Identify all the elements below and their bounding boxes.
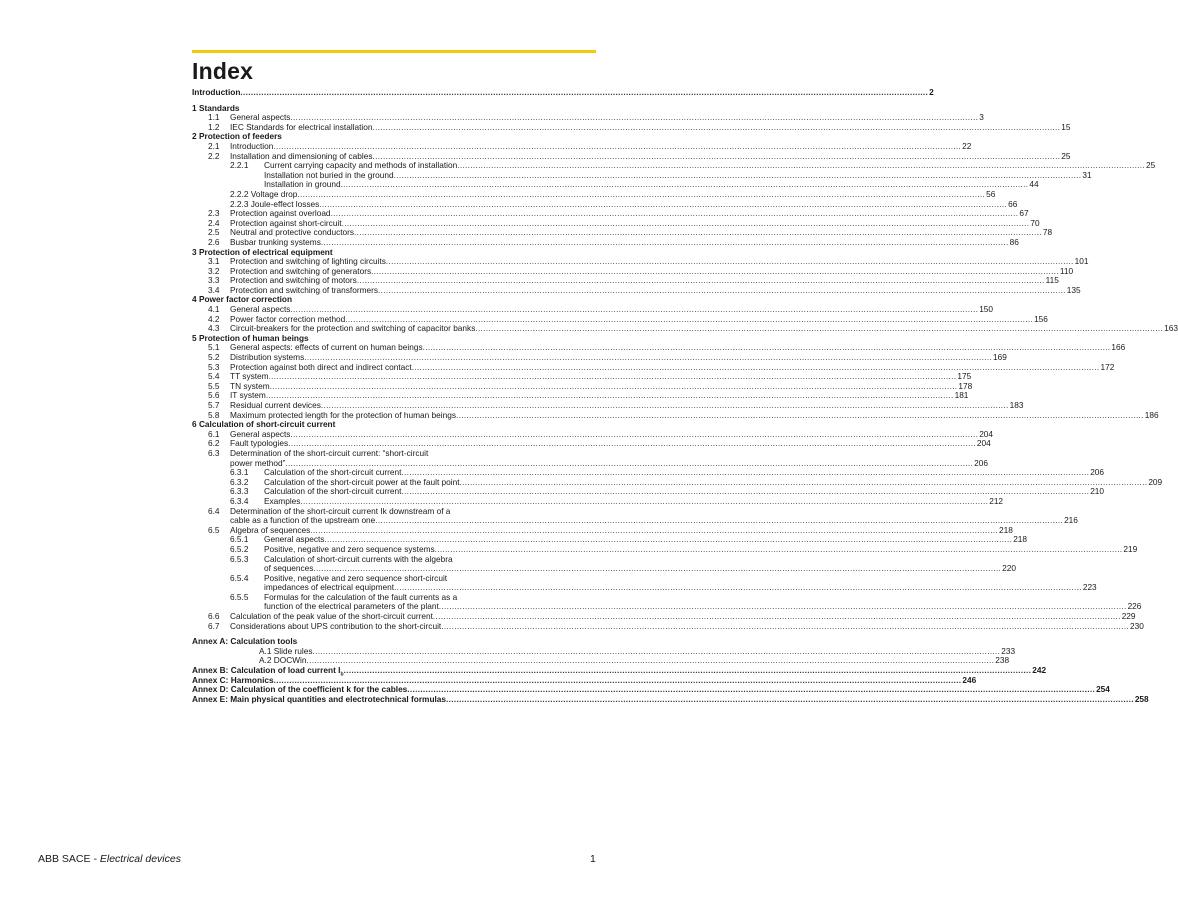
toc-entry-label: Installation not buried in the ground (264, 169, 394, 180)
toc-entry-label: Distribution systems (230, 352, 305, 363)
toc-entry-label: Residual current devices (230, 400, 321, 410)
toc-entry-number: 6.1 (208, 428, 220, 439)
toc-section-number: 1 (192, 102, 197, 113)
toc-page-number: 206 (974, 457, 988, 468)
toc-entry-label: Annex A: Calculation tools (192, 636, 298, 647)
toc-entry-number: 1.2 (208, 121, 220, 132)
toc-entry-label: Calculation of short-circuit currents with the algebra (264, 553, 453, 564)
toc-page-number: 209 (1148, 476, 1163, 487)
toc-entry-label: Annex B: Calculation of load current I (192, 665, 341, 676)
toc-entry-number: 5.3 (208, 361, 220, 372)
toc-page-number: 242 (1032, 665, 1047, 676)
toc-leader-dots (435, 545, 1123, 555)
toc-entry-number: 5.7 (208, 400, 220, 410)
toc-entry-label: IT system (230, 390, 266, 401)
toc-page-number: 70 (1030, 217, 1040, 228)
toc-leader-dots (378, 286, 1066, 296)
toc-entry-label: General aspects (230, 428, 291, 439)
toc-page-number: 150 (979, 304, 994, 315)
toc-leader-dots (373, 123, 1061, 133)
toc-leader-dots (446, 695, 1134, 705)
toc-entry-label: Calculation of the peak value of the short-circuit current (230, 611, 433, 622)
toc-page-number: 169 (993, 352, 1007, 363)
toc-leader-dots (321, 238, 1009, 248)
toc-entry-label: function of the electrical parameters of the plant (264, 601, 439, 612)
toc-entry-number: 5.2 (208, 352, 220, 363)
toc-entry-label: Protection of feeders (198, 131, 282, 142)
toc-entry-number: 3.3 (208, 275, 220, 286)
toc-entry-number: 6.2 (208, 438, 220, 449)
toc-entry-number: 5.8 (208, 409, 220, 420)
toc-page-number: 229 (1121, 611, 1136, 622)
toc-entry-label: TN system (230, 380, 270, 391)
toc-entry-label: 2.2.3 Joule-effect losses (230, 198, 320, 209)
toc-entry-label: General aspects (230, 112, 291, 123)
toc-entry-label: Protection against both direct and indirect contact (230, 361, 412, 372)
page-title: Index (192, 58, 254, 84)
toc-leader-dots (441, 622, 1129, 632)
toc-entry-number: 3.4 (208, 284, 220, 295)
toc-page-number: 115 (1045, 275, 1059, 286)
toc-entry-label: Protection against short-circuit (230, 217, 342, 228)
toc-entry-label: Fault typologies (230, 438, 289, 449)
toc-entry-number: 6.6 (208, 611, 220, 622)
toc-entry-label: cable as a function of the upstream one (230, 515, 376, 526)
toc-page-number: 44 (1029, 179, 1039, 190)
toc-page-number: 31 (1082, 169, 1092, 180)
toc-entry-label: Protection and switching of lighting circuits (230, 256, 386, 267)
toc-entry-label: Current carrying capacity and methods of installation (264, 160, 458, 171)
toc-entry-label: General aspects: effects of current on human beings (230, 342, 423, 353)
toc-section-number: 2 (192, 131, 197, 142)
footer-brand (38, 853, 181, 865)
toc-section-number: 3 (192, 246, 197, 257)
toc-entry-label: Protection against overload (230, 208, 331, 219)
toc-entry[interactable] (192, 87, 934, 98)
toc-page-number: 78 (1042, 227, 1053, 238)
toc-page-number: 183 (1009, 400, 1024, 410)
toc-entry-label: IEC Standards for electrical installation (230, 121, 373, 132)
toc-page-number: 135 (1066, 284, 1081, 295)
toc-entry-number: 5.6 (208, 390, 220, 401)
toc-entry-label: Annex C: Harmonics (192, 674, 274, 685)
toc-page-number: 238 (995, 655, 1010, 666)
toc-page-number: 25 (1061, 150, 1071, 161)
toc-entry-number: 6.5.5 (230, 591, 249, 602)
toc-entry-number: 2.2 (208, 150, 220, 161)
toc-leader-dots (394, 583, 1082, 593)
toc-entry-label: Calculation of short-circuit current (198, 419, 336, 430)
toc-entry-label: Algebra of sequences (230, 524, 311, 535)
toc-leader-dots (475, 324, 1163, 334)
toc-entry-label: Protection of electrical equipment (198, 246, 333, 257)
toc-entry-label: Introduction (230, 140, 274, 151)
toc-entry-label: Protection of human beings (198, 332, 309, 343)
toc-entry-label: 2.2.2 Voltage drop (230, 188, 298, 199)
toc-entry-label: Positive, negative and zero sequence short-circuit (264, 572, 448, 583)
toc-page-number: 66 (1008, 198, 1018, 209)
toc-entry-number: 6.5.3 (230, 553, 249, 564)
toc-entry-number: 6.5.4 (230, 572, 249, 583)
toc-page-number: 219 (1123, 543, 1138, 554)
footer-page-number: 1 (590, 853, 596, 865)
toc-entry-label: Protection and switching of generators (230, 265, 372, 276)
toc-page-number: 218 (1013, 534, 1028, 545)
toc-entry-number: 3.2 (208, 265, 220, 276)
toc-page-number: 172 (1100, 361, 1115, 372)
toc-entry-label: Busbar trunking systems (230, 236, 321, 247)
toc-entry-number: 2.6 (208, 236, 220, 247)
toc-page-number: 22 (962, 140, 972, 151)
toc-entry-label: Introduction (192, 87, 241, 97)
toc-entry-number: 6.5 (208, 524, 220, 535)
toc-page-number: 216 (1064, 515, 1078, 526)
toc-page-number: 156 (1034, 313, 1048, 324)
toc-entry-label: Determination of the short-circuit current: “short-circuit (230, 447, 429, 458)
toc-entry-label: Protection and switching of transformers (230, 284, 379, 295)
toc-entry-number: 2.2.1 (230, 160, 249, 171)
toc-entry-number: 5.5 (208, 380, 220, 391)
footer-section: Electrical devices (99, 853, 181, 865)
toc-page-number: 230 (1129, 620, 1144, 631)
toc-entry-label: TT system (230, 371, 269, 382)
toc-entry-number: 6.5.2 (230, 543, 249, 554)
toc-page-number: 110 (1059, 265, 1074, 276)
toc-entry-label: Calculation of the short-circuit current (264, 486, 402, 497)
toc-entry-subscript: b (340, 671, 344, 678)
toc-page-number: 204 (976, 438, 991, 449)
toc-section-number: 6 (192, 419, 197, 430)
toc-entry-number: 6.3.3 (230, 486, 249, 497)
toc-entry-label: Maximum protected length for the protection of human beings (230, 409, 456, 420)
toc-page-number: 163 (1164, 323, 1178, 334)
toc-entry-number: 5.1 (208, 342, 220, 353)
toc-entry-number: 6.3.1 (230, 467, 249, 478)
toc-entry-number: 6.3.4 (230, 495, 249, 506)
toc-page-number: 175 (957, 371, 972, 382)
toc-entry-number: 6.4 (208, 505, 220, 516)
toc-entry-number: 2.1 (208, 140, 220, 151)
toc-page-number: 15 (1061, 121, 1071, 132)
toc-entry-label: power method” (230, 457, 286, 468)
toc-page-number: 206 (1090, 467, 1105, 478)
toc-entry[interactable] (192, 620, 1144, 632)
toc-page-number: 246 (962, 674, 977, 685)
toc-entry-number: 5.4 (208, 371, 220, 382)
toc-page-number: 178 (958, 380, 973, 391)
toc-entry-label: Neutral and protective conductors (230, 227, 355, 238)
toc-entry-number: 6.7 (208, 620, 220, 631)
toc-page-number: 166 (1111, 342, 1126, 353)
toc-page-number: 86 (1009, 236, 1019, 247)
toc-entry-label: Calculation of the short-circuit power at the fault point (264, 476, 460, 487)
toc-entry-number: 2.3 (208, 208, 220, 219)
toc-page-number: 2 (929, 87, 934, 97)
toc-page-number: 67 (1019, 208, 1029, 219)
toc-entry-label: Power factor correction method (230, 313, 346, 324)
toc-entry-label: Circuit-breakers for the protection and switching of capacitor banks (230, 323, 476, 334)
toc-page-number: 3 (979, 112, 984, 123)
toc-page-number: 218 (999, 524, 1013, 535)
toc-entry-label: Annex D: Calculation of the coefficient k for the cables (192, 684, 408, 695)
toc-entry-number: 6.3.2 (230, 476, 249, 487)
toc-entry-label: Installation and dimensioning of cables (230, 150, 373, 161)
toc-entry-label: Protection and switching of motors (230, 275, 357, 286)
toc-entry-number: 4.2 (208, 313, 220, 324)
toc-entry-label: Determination of the short-circuit current Ik downstream of a (230, 505, 451, 516)
top-accent-bar (192, 50, 596, 53)
toc-entry-label: A.2 DOCWin (259, 655, 307, 666)
footer-brand-text: ABB SACE - (38, 853, 100, 865)
toc-entry-label: General aspects (264, 534, 325, 545)
toc-page-number: 223 (1082, 582, 1097, 593)
toc-page-number: 186 (1144, 409, 1159, 420)
toc-entry-number: 4.3 (208, 323, 220, 334)
toc-leader-dots (240, 88, 928, 98)
toc-page-number: 210 (1090, 486, 1105, 497)
toc-entry-label: impedances of electrical equipment (264, 582, 395, 593)
toc-entry-number: 1.1 (208, 112, 220, 123)
toc-page-number: 56 (986, 188, 996, 199)
toc-page-number: 25 (1146, 160, 1156, 171)
toc-page-number: 220 (1002, 563, 1016, 574)
toc-page-number: 181 (954, 390, 969, 401)
toc-leader-dots (456, 411, 1144, 421)
toc-entry-label: Examples (264, 495, 301, 506)
toc-entry-label: Considerations about UPS contribution to the short-circuit (230, 620, 442, 631)
toc-entry-label: Power factor correction (198, 294, 293, 305)
toc-entry-label: of sequences (264, 563, 314, 574)
toc-page-number: 212 (989, 495, 1004, 506)
toc-entry-number: 6.5.1 (230, 534, 249, 545)
toc-entry-label: Calculation of the short-circuit current (264, 467, 402, 478)
toc-entry-label: Positive, negative and zero sequence systems (264, 543, 435, 554)
toc-entry-label: Annex E: Main physical quantities and electrotechnical formulas (192, 693, 447, 704)
toc-entry-label: General aspects (230, 304, 291, 315)
toc-entry[interactable] (192, 693, 1149, 705)
toc-entry-label: Installation in ground (264, 179, 341, 190)
toc-page-number: 233 (1001, 645, 1016, 656)
table-of-contents (192, 87, 1178, 704)
toc-page-number: 226 (1127, 601, 1142, 612)
toc-entry-label: Formulas for the calculation of the fault currents as a (264, 591, 458, 602)
toc-page-number: 101 (1074, 256, 1089, 267)
toc-entry-number: 6.3 (208, 447, 220, 458)
toc-entry-number: 2.5 (208, 227, 220, 238)
toc-page-number: 204 (979, 428, 994, 439)
toc-entry-number: 2.4 (208, 217, 220, 228)
toc-page-number: 254 (1096, 684, 1110, 695)
toc-entry-number: 3.1 (208, 256, 220, 267)
toc-entry-label: A.1 Slide rules (259, 645, 313, 656)
toc-section-number: 5 (192, 332, 197, 343)
toc-section-number: 4 (192, 294, 197, 305)
toc-entry-number: 4.1 (208, 304, 220, 315)
toc-entry-label: Standards (198, 102, 240, 113)
toc-page-number: 258 (1134, 693, 1149, 704)
